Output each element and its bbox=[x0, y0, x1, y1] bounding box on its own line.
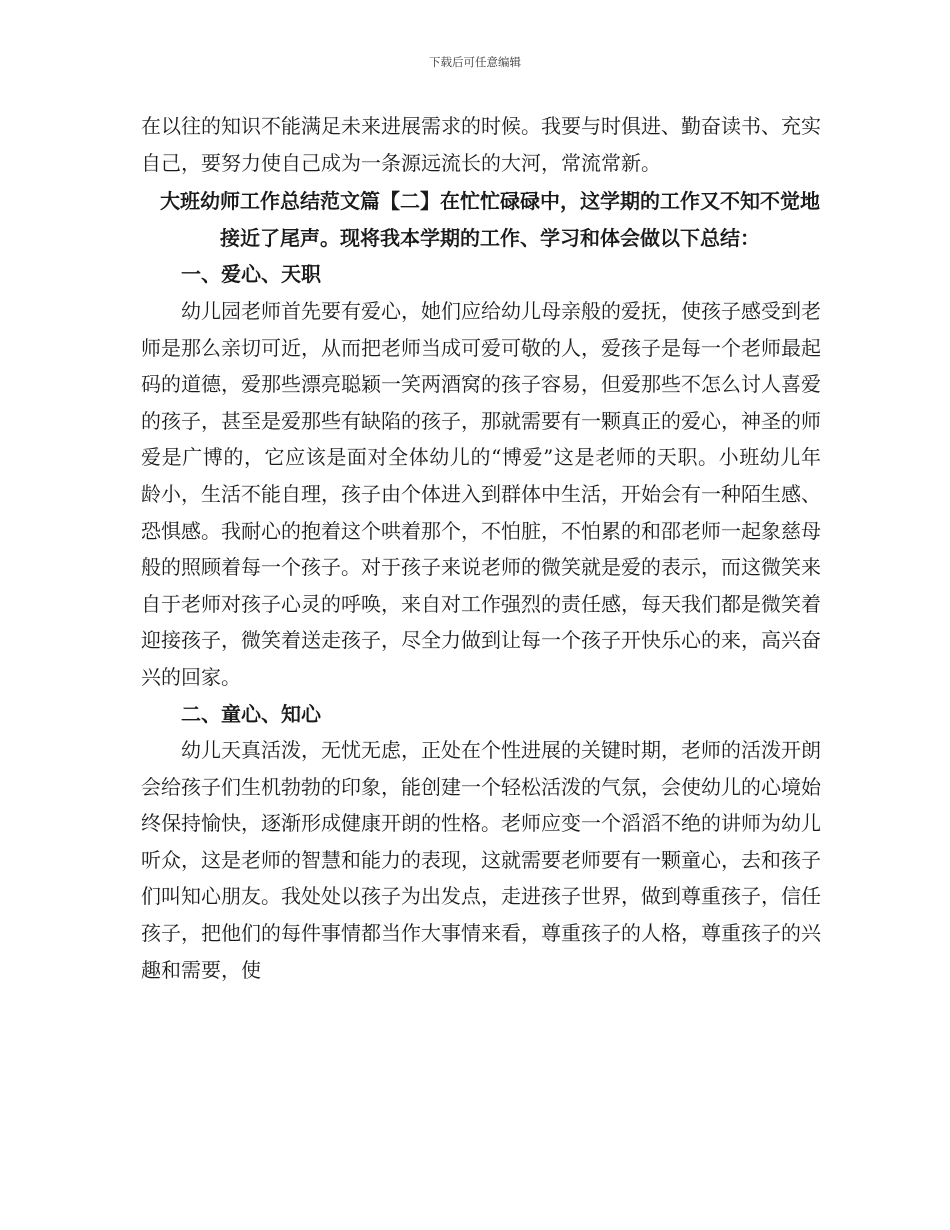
document-body bbox=[141, 108, 821, 988]
intro-paragraph: 在以往的知识不能满足未来进展需求的时候。我要与时俱进、勤奋读书、充实自己，要努力使自己成为一条源远流长的大河，常流常新。 bbox=[141, 114, 821, 175]
section-heading-love: 一、爱心、天职 bbox=[181, 262, 321, 287]
document-title: 大班幼师工作总结范文篇【二】在忙忙碌碌中，这学期的工作又不知不觉地接近了尾声。现将我本学期的工作、学习和体会做以下总结： bbox=[160, 189, 820, 250]
section-heading-childlike: 二、童心、知心 bbox=[181, 701, 321, 726]
page-header: 下载后可任意编辑 bbox=[429, 55, 521, 69]
section-paragraph-childlike: 幼儿天真活泼，无忧无虑，正处在个性进展的关键时期，老师的活泼开朗会给孩子们生机勃勃的印象，能创建一个轻松活泼的气氛，会使幼儿的心境始终保持愉快，逐渐形成健康开朗的性格。老师应变一个滔滔不绝的讲师为幼儿听众，这是老师的智慧和能力的表现，这就需要老师要有一颗童心，去和孩子们叫知心朋友。我处处以孩子为出发点，走进孩子世界，做到尊重孩子，信任孩子，把他们的每件事情都当作大事情来看，尊重孩子的人格，尊重孩子的兴趣和需要，使 bbox=[141, 738, 821, 982]
section-paragraph-love: 幼儿园老师首先要有爱心，她们应给幼儿母亲般的爱抚，使孩子感受到老师是那么亲切可近，从而把老师当成可爱可敬的人，爱孩子是每一个老师最起码的道德，爱那些漂亮聪颖一笑两酒窝的孩子容易，但爱那些不怎么讨人喜爱的孩子，甚至是爱那些有缺陷的孩子，那就需要有一颗真正的爱心，神圣的师爱是广博的，它应该是面对全体幼儿的“博爱”这是老师的天职。小班幼儿年龄小，生活不能自理，孩子由个体进入到群体中生活，开始会有一种陌生感、恐惧感。我耐心的抱着这个哄着那个，不怕脏，不怕累的和邵老师一起象慈母般的照顾着每一个孩子。对于孩子来说老师的微笑就是爱的表示，而这微笑来自于老师对孩子心灵的呼唤，来自对工作强烈的责任感，每天我们都是微笑着迎接孩子，微笑着送走孩子，尽全力做到让每一个孩子开快乐心的来，高兴奋兴的回家。 bbox=[141, 298, 821, 689]
